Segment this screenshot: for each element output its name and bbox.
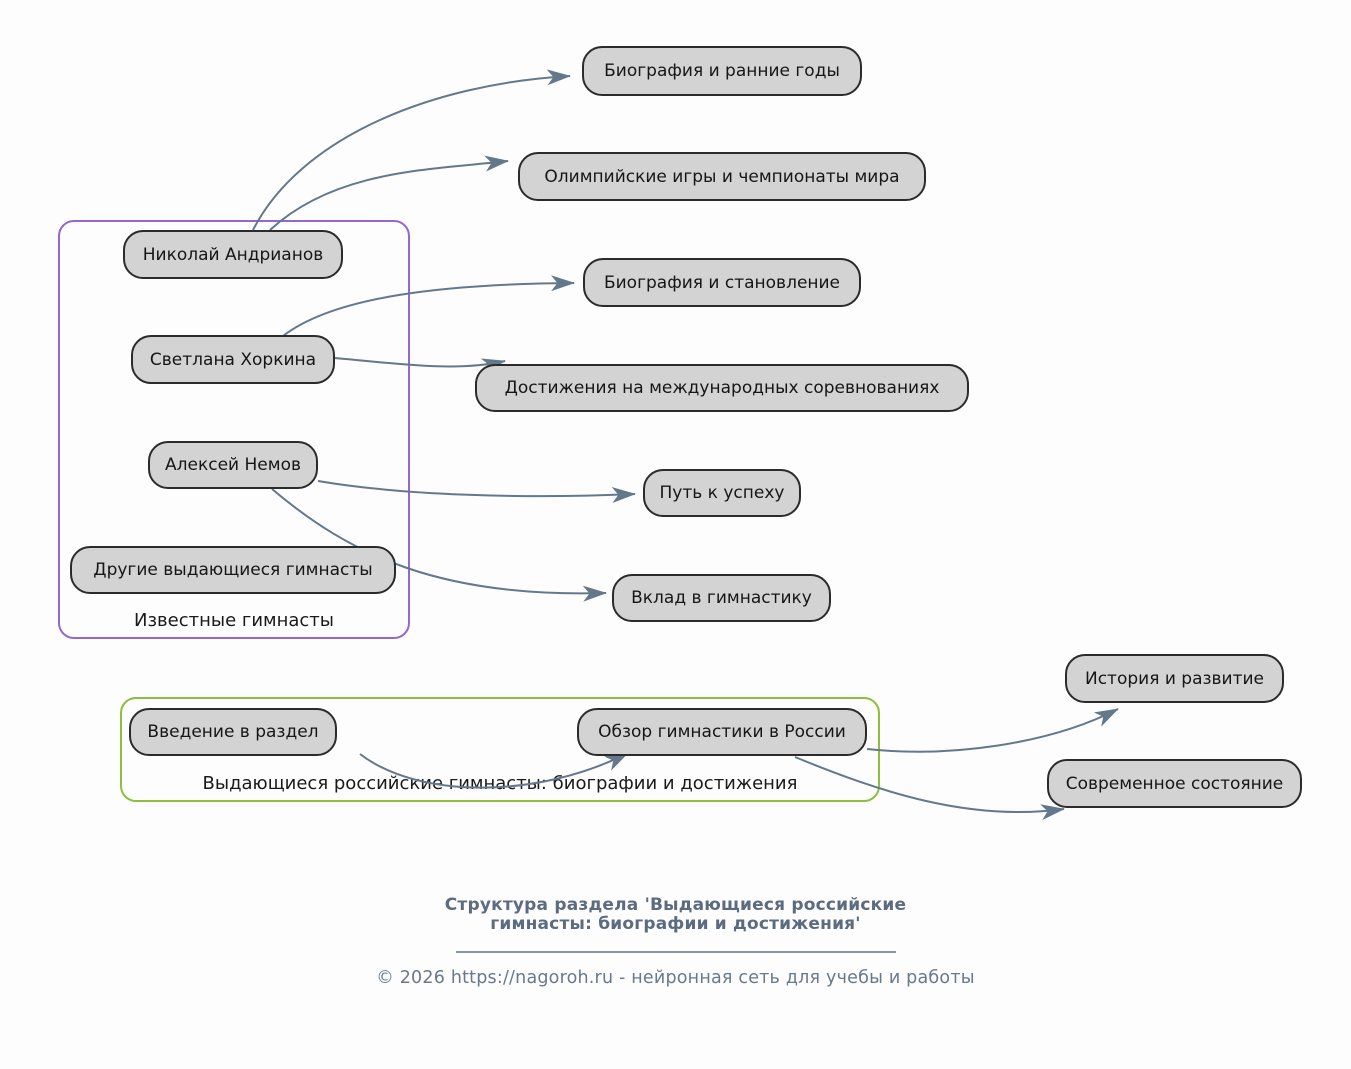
node-bio-formation: Биография и становление [583, 258, 861, 307]
node-intro: Введение в раздел [129, 708, 337, 756]
edge-overview-history [867, 709, 1118, 752]
edge-andrianov-olympics [270, 161, 508, 230]
edge-nemov-path-success [318, 481, 635, 496]
node-other-gymnasts: Другие выдающиеся гимнасты [70, 546, 396, 594]
node-nemov: Алексей Немов [148, 441, 318, 489]
node-bio-early: Биография и ранние годы [582, 46, 862, 96]
node-contribution: Вклад в гимнастику [612, 574, 831, 622]
node-overview: Обзор гимнастики в России [577, 708, 867, 756]
node-olympics: Олимпийские игры и чемпионаты мира [518, 152, 926, 201]
edge-khorkina-bio-formation [283, 283, 574, 336]
node-khorkina: Светлана Хоркина [131, 335, 335, 384]
edge-khorkina-achievements [335, 358, 505, 366]
group-section-label: Выдающиеся российские гимнасты: биографии и достижения [202, 773, 798, 794]
footer-title-line1: Структура раздела 'Выдающиеся российские [444, 895, 907, 915]
footer-title-line2: гимнасты: биографии и достижения' [490, 914, 861, 934]
node-achievements: Достижения на международных соревнованиях [475, 364, 969, 412]
node-modern: Современное состояние [1047, 759, 1302, 808]
edge-overview-modern [795, 757, 1064, 812]
node-path-success: Путь к успеху [643, 469, 801, 517]
node-history: История и развитие [1065, 654, 1284, 703]
edge-intro-overview [360, 753, 628, 788]
node-andrianov: Николай Андрианов [123, 230, 343, 279]
group-famous-label: Известные гимнасты [133, 610, 334, 631]
footer-copyright: © 2026 https://nagoroh.ru - нейронная сеть для учебы и работы [376, 968, 975, 988]
